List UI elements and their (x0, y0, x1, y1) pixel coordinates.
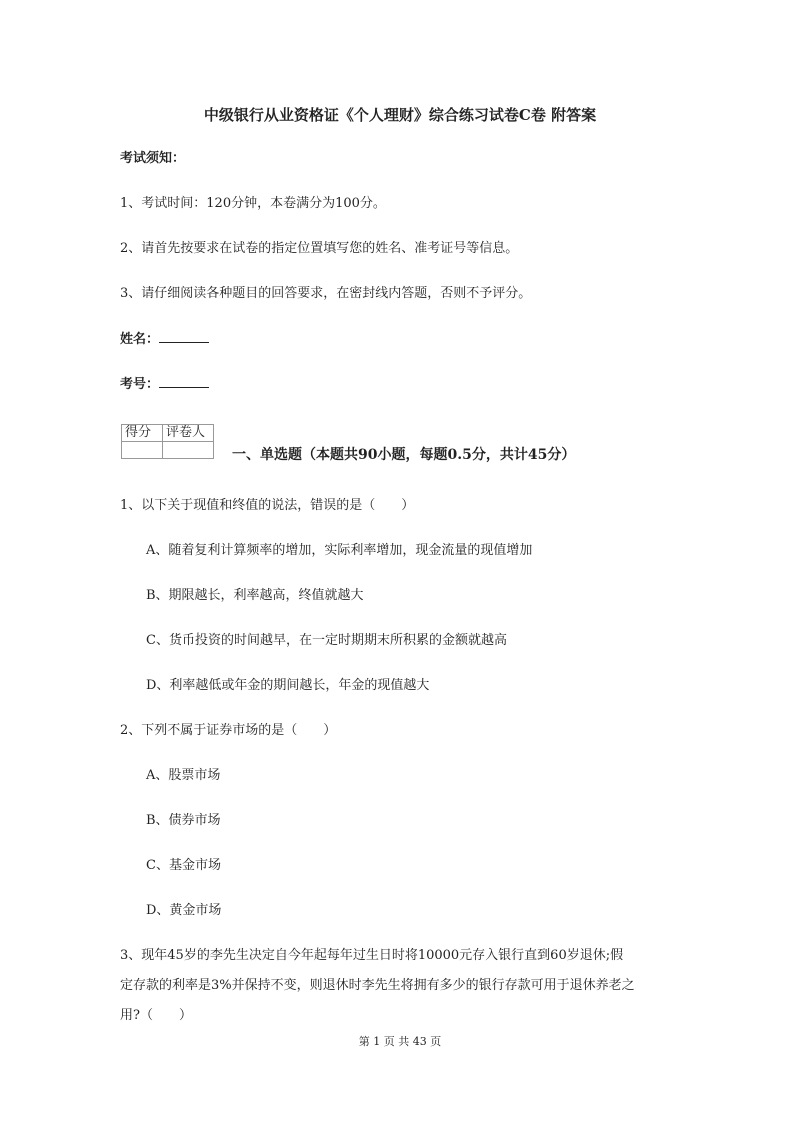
question-2-option-b: B、债券市场 (146, 813, 221, 828)
score-table (121, 424, 214, 459)
question-2-option-d: D、黄金市场 (146, 903, 222, 918)
question-1-option-b: B、期限越长，利率越高，终值就越大 (146, 588, 364, 603)
id-blank[interactable] (159, 375, 209, 388)
id-field (120, 375, 209, 394)
notice-item-1: 1、考试时间：120分钟，本卷满分为100分。 (120, 196, 386, 211)
question-1-option-d: D、利率越低或年金的期间越长，年金的现值越大 (146, 678, 430, 693)
document-title: 中级银行从业资格证《个人理财》综合练习试卷C卷 附答案 (203, 106, 597, 124)
question-3-stem-line-2: 定存款的利率是3%并保持不变，则退休时李先生将拥有多少的银行存款可用于退休养老之 (120, 978, 635, 993)
id-label: 考号： (120, 377, 160, 392)
question-1-stem: 1、以下关于现值和终值的说法，错误的是（ ） (120, 498, 415, 513)
notice-heading: 考试须知： (120, 151, 186, 166)
question-2-option-c: C、基金市场 (146, 858, 221, 873)
score-cell[interactable] (122, 442, 163, 459)
notice-item-2: 2、请首先按要求在试卷的指定位置填写您的姓名、准考证号等信息。 (120, 241, 519, 256)
question-1-option-a: A、随着复利计算频率的增加，实际利率增加，现金流量的现值增加 (146, 543, 533, 558)
question-3-stem-line-3: 用?（ ） (120, 1008, 192, 1023)
question-3-stem-line-1: 3、现年45岁的李先生决定自今年起每年过生日时将10000元存入银行直到60岁退休;假 (120, 948, 624, 963)
grader-cell[interactable] (163, 442, 214, 459)
question-1-option-c: C、货币投资的时间越早，在一定时期期末所积累的金额就越高 (146, 633, 507, 648)
name-label: 姓名： (120, 332, 160, 347)
name-field (120, 330, 209, 349)
score-header: 得分 (122, 425, 163, 442)
notice-item-3: 3、请仔细阅读各种题目的回答要求，在密封线内答题，否则不予评分。 (120, 286, 532, 301)
question-2-option-a: A、股票市场 (146, 768, 221, 783)
page-footer: 第 1 页 共 43 页 (358, 1035, 442, 1048)
name-blank[interactable] (159, 330, 209, 343)
section-title: 一、单选题（本题共90小题，每题0.5分，共计45分） (232, 447, 576, 463)
grader-header: 评卷人 (163, 425, 214, 442)
question-2-stem: 2、下列不属于证券市场的是（ ） (120, 723, 337, 738)
